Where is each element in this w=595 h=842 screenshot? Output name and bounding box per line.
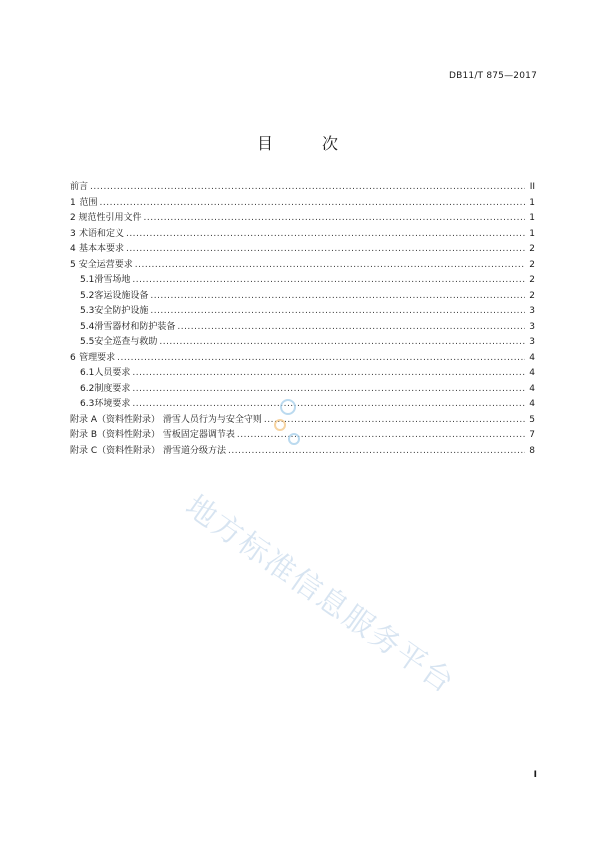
toc-entry-title: 附录 A（资料性附录） 滑雪人员行为与安全守则 — [70, 414, 262, 425]
toc-dot-leader — [132, 397, 525, 413]
toc-dot-leader — [100, 196, 525, 212]
toc-entry-page: 4 — [529, 383, 535, 394]
toc-entry-title: 附录 C（资料性附录） 滑雪道分级方法 — [70, 445, 227, 456]
toc-entry-title: 范围 — [79, 197, 98, 208]
toc-dot-leader — [132, 382, 525, 398]
toc-entry-title: 滑雪器材和防护装备 — [94, 321, 176, 332]
toc-entry[interactable] — [70, 242, 535, 258]
toc-entry[interactable] — [70, 366, 535, 382]
toc-dot-leader — [150, 304, 525, 320]
toc-entry-page: 8 — [529, 445, 535, 456]
toc-dot-leader — [132, 273, 525, 289]
toc-entry-title: 客运设施设备 — [94, 290, 149, 301]
toc-dot-leader — [177, 320, 525, 336]
toc-entry-number: 5.2 — [80, 290, 95, 301]
toc-entry-page: 1 — [529, 197, 535, 208]
toc-entry-number: 4 — [70, 244, 76, 254]
toc-entry-number: 6.1 — [80, 368, 95, 378]
toc-entry-number: 5 — [70, 259, 76, 270]
toc-entry-title: 制度要求 — [94, 383, 131, 394]
page-number: I — [533, 770, 537, 780]
toc-entry-number: 6.2 — [80, 383, 95, 394]
toc-entry[interactable] — [70, 196, 535, 212]
toc-entry-title: 术语和定义 — [78, 228, 124, 239]
toc-entry[interactable] — [70, 351, 535, 367]
toc-dot-leader — [117, 351, 525, 367]
toc-entry[interactable] — [70, 227, 535, 243]
page-title: 目 次 — [256, 134, 361, 153]
toc-entry[interactable] — [70, 273, 535, 289]
toc-dot-leader — [144, 211, 525, 227]
toc-entry-title: 滑雪场地 — [94, 275, 131, 285]
toc-dot-leader — [150, 289, 525, 305]
toc-entry-title: 安全防护设施 — [94, 306, 149, 316]
toc-entry-title: 前言 — [70, 182, 89, 192]
toc-entry-number: 6 — [70, 352, 76, 363]
toc-entry-page: 2 — [529, 244, 535, 254]
toc-entry[interactable] — [70, 211, 535, 227]
toc-entry-page: 3 — [529, 306, 535, 316]
toc-entry-number: 5.4 — [80, 321, 95, 332]
toc-dot-leader — [126, 227, 525, 243]
toc-entry-page: 3 — [529, 337, 535, 347]
toc-entry-page: 2 — [529, 275, 535, 285]
toc-dot-leader — [126, 242, 525, 258]
toc-dot-leader — [135, 258, 525, 274]
toc-entry-title: 附录 B（资料性附录） 雪板固定器调节表 — [70, 430, 235, 440]
toc-entry-page: 2 — [529, 290, 535, 301]
toc-entry-page: 4 — [529, 399, 535, 409]
toc-entry-number: 3 — [70, 228, 76, 239]
toc-entry-number: 6.3 — [80, 399, 95, 409]
toc-entry-number: 5.5 — [80, 337, 95, 347]
toc-entry[interactable] — [70, 258, 535, 274]
toc-entry-title: 安全运营要求 — [78, 259, 133, 270]
standard-code: DB11/T 875—2017 — [448, 71, 537, 81]
toc-dot-leader — [132, 366, 525, 382]
toc-entry-number: 5.1 — [80, 275, 95, 285]
toc-dot-leader — [159, 335, 525, 351]
toc-entry-title: 环境要求 — [94, 399, 131, 409]
toc-entry-page: 5 — [529, 414, 535, 425]
toc-entry[interactable] — [70, 335, 535, 351]
watermark-text: 地方标准信息服务平台 — [178, 488, 462, 701]
toc-entry-title: 基本本要求 — [78, 244, 124, 254]
toc-entry-page: 3 — [529, 321, 535, 332]
toc-entry-title: 规范性引用文件 — [78, 213, 142, 223]
toc-entry-page: 1 — [529, 213, 535, 223]
watermark-logo — [266, 385, 310, 449]
toc-entry-page: 1 — [529, 228, 535, 239]
toc-entry[interactable] — [70, 180, 535, 196]
toc-entry-title: 人员要求 — [94, 368, 131, 378]
toc-entry-page: 4 — [529, 368, 535, 378]
toc-entry[interactable] — [70, 304, 535, 320]
toc-entry-page: 7 — [529, 430, 535, 440]
toc-entry[interactable] — [70, 289, 535, 305]
toc-dot-leader — [90, 180, 525, 196]
toc-entry-page: 2 — [529, 259, 535, 270]
toc-entry-page: 4 — [529, 352, 535, 363]
toc-entry-title: 安全巡查与救助 — [94, 337, 158, 347]
toc-entry-number: 5.3 — [80, 306, 95, 316]
toc-entry-title: 管理要求 — [79, 352, 116, 363]
toc-entry[interactable] — [70, 320, 535, 336]
toc-entry-page: II — [529, 182, 535, 192]
toc-entry-number: 1 — [70, 197, 76, 208]
toc-entry-number: 2 — [70, 213, 76, 223]
